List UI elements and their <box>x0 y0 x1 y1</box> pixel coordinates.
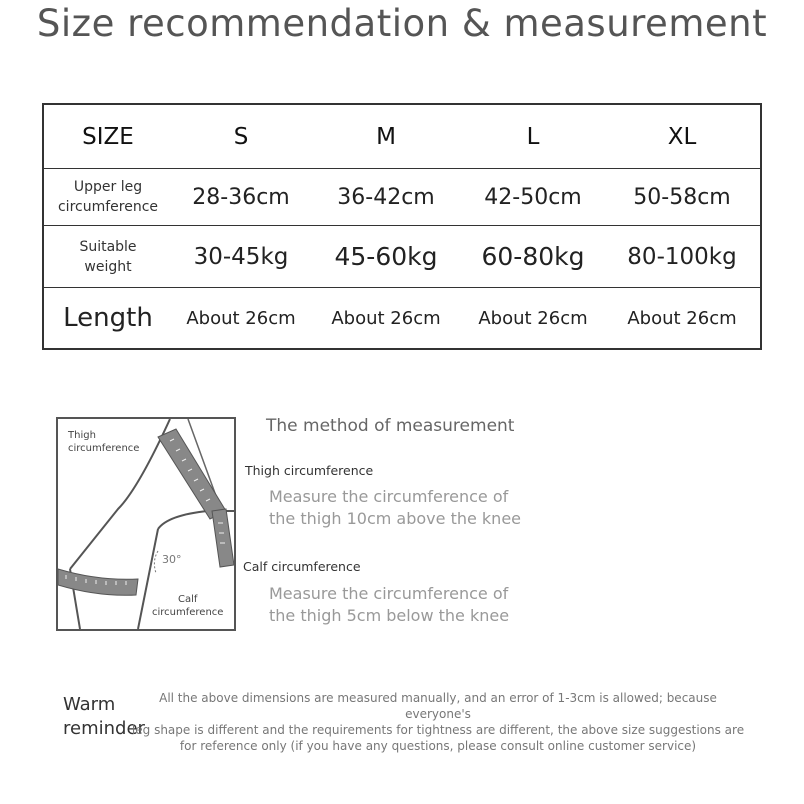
reminder-line: All the above dimensions are measured manually, and an error of 1-3cm is allowed; because everyone's <box>159 691 717 721</box>
label-line: weight <box>84 258 132 275</box>
desc-line: the thigh 5cm below the knee <box>269 606 510 625</box>
method-title: The method of measurement <box>266 416 515 436</box>
label-line: Upper leg <box>73 179 143 195</box>
label-line: circumference <box>57 199 159 215</box>
label-line: Suitable <box>79 238 137 255</box>
reminder-line: leg shape is different and the requirements for tightness are different, the above size suggestions are <box>131 723 745 737</box>
reminder-line: for reference only (if you have any questions, please consult online customer service) <box>179 739 697 753</box>
table-cell: 45-60kg <box>310 226 462 288</box>
table-header-row <box>43 104 761 169</box>
thigh-label <box>68 429 139 455</box>
table-row <box>43 226 761 288</box>
table-cell: 42-50cm <box>462 169 604 226</box>
row-label-weight <box>43 226 172 288</box>
table-cell: 80-100kg <box>604 226 761 288</box>
warm-reminder-text <box>130 690 746 754</box>
label-line: circumference <box>152 607 224 618</box>
label-line: reminder <box>63 718 145 739</box>
size-table <box>42 103 762 350</box>
table-cell: About 26cm <box>462 288 604 350</box>
page-title: Size recommendation & measurement <box>36 2 768 45</box>
calf-label <box>152 593 223 619</box>
table-cell: 28-36cm <box>172 169 310 226</box>
row-label-length: Length <box>43 288 172 350</box>
table-cell: About 26cm <box>310 288 462 350</box>
table-cell: About 26cm <box>172 288 310 350</box>
table-row <box>43 288 761 350</box>
table-cell: 60-80kg <box>462 226 604 288</box>
desc-line: the thigh 10cm above the knee <box>269 509 521 528</box>
table-cell: About 26cm <box>604 288 761 350</box>
calf-heading: Calf circumference <box>243 559 361 574</box>
calf-description <box>269 583 569 627</box>
label-line: Calf <box>178 594 198 605</box>
angle-label: 30° <box>162 553 182 566</box>
row-label-upper-leg <box>43 169 172 226</box>
measurement-diagram <box>56 417 236 631</box>
header-size: SIZE <box>82 123 134 150</box>
table-cell: 50-58cm <box>604 169 761 226</box>
header-s: S <box>233 123 249 150</box>
header-xl: XL <box>667 123 697 150</box>
header-m: M <box>376 123 396 150</box>
table-row <box>43 169 761 226</box>
table-cell: 30-45kg <box>172 226 310 288</box>
header-l: L <box>526 123 540 150</box>
label-line: circumference <box>68 443 140 454</box>
thigh-heading: Thigh circumference <box>245 463 374 478</box>
label-line: Warm <box>63 694 116 715</box>
table-cell: 36-42cm <box>310 169 462 226</box>
thigh-description <box>269 486 569 530</box>
desc-line: Measure the circumference of <box>269 487 509 506</box>
desc-line: Measure the circumference of <box>269 584 509 603</box>
label-line: Thigh <box>68 430 96 441</box>
